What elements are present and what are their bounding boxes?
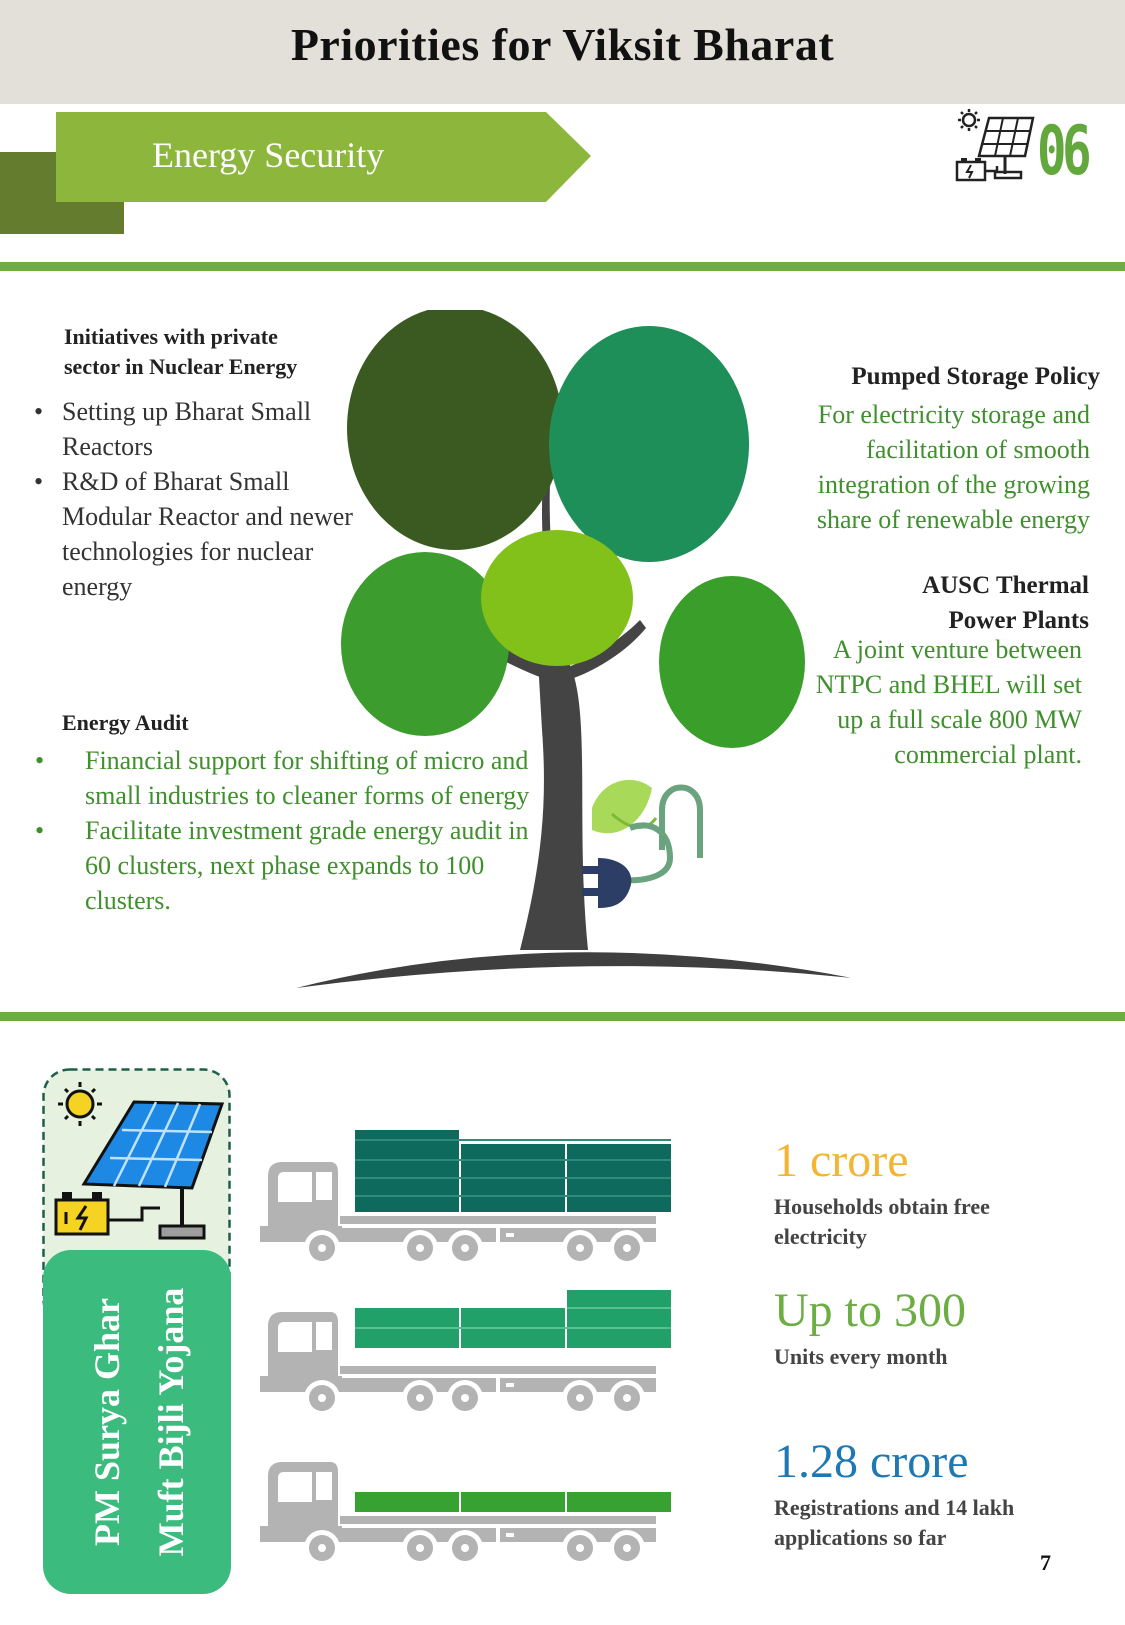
ausc-text: A joint venture between NTPC and BHEL will set up a full scale 800 MW commercial plant. [815,635,1082,769]
trucks-illustration [260,1130,680,1570]
truck-1 [260,1130,671,1266]
section-number: 06 [1037,112,1088,191]
audit-bullet-text: Financial support for shifting of micro and small industries to cleaner forms of energy [85,746,530,810]
scheme-name-line1: PM Surya Ghar [87,1298,127,1546]
stat-description: Registrations and 14 lakh applications so far [774,1495,1015,1550]
list-item: • Facilitate investment grade energy audit in 60 clusters, next phase expands to 100 clusters. [35,816,529,915]
nuclear-bullet-text: Setting up Bharat Small Reactors [62,397,312,461]
nuclear-bullet-list [34,394,362,604]
page-number: 7 [1040,1550,1051,1575]
divider-top [0,262,1125,271]
list-item: • R&D of Bharat Small Modular Reactor and newer technologies for nuclear energy [34,467,353,601]
divider-bottom [0,1012,1125,1021]
stat-description: Households obtain free electricity [774,1194,990,1249]
stat-registrations [774,1437,1074,1553]
stat-value: Up to 300 [774,1284,966,1337]
truck-2 [260,1290,671,1416]
pumped-storage-heading: Pumped Storage Policy [851,363,1100,390]
truck-3 [260,1462,671,1566]
stat-description: Units every month [774,1344,948,1369]
scheme-name [43,1250,231,1594]
nuclear-heading [64,322,364,382]
stat-value: 1.28 crore [774,1435,969,1488]
stat-units [774,1286,1074,1372]
energy-audit-heading: Energy Audit [62,710,189,735]
list-item: • Financial support for shifting of micro and small industries to cleaner forms of energy [35,746,530,810]
section-title: Energy Security [152,135,385,175]
energy-audit-bullet-list [35,743,545,918]
list-item: • Setting up Bharat Small Reactors [34,397,312,461]
pumped-storage-text: For electricity storage and facilitation of smooth integration of the growing share of renewable energy [816,400,1090,534]
scheme-name-line2: Muft Bijli Yojana [151,1287,191,1557]
stat-households [774,1136,1074,1252]
ausc-heading-line1: AUSC Thermal [922,572,1089,599]
ausc-heading [830,568,1089,638]
stat-value: 1 crore [774,1134,909,1187]
nuclear-heading-line2: sector in Nuclear Energy [64,354,298,379]
solar-panel-battery-icon [955,108,1035,188]
page-title: Priorities for Viksit Bharat [290,19,835,70]
nuclear-heading-line1: Initiatives with private [64,324,278,349]
ausc-heading-line2: Power Plants [948,607,1089,634]
audit-bullet-text: Facilitate investment grade energy audit in 60 clusters, next phase expands to 100 clusters. [85,816,529,915]
nuclear-bullet-text: R&D of Bharat Small Modular Reactor and newer technologies for nuclear energy [62,467,353,601]
